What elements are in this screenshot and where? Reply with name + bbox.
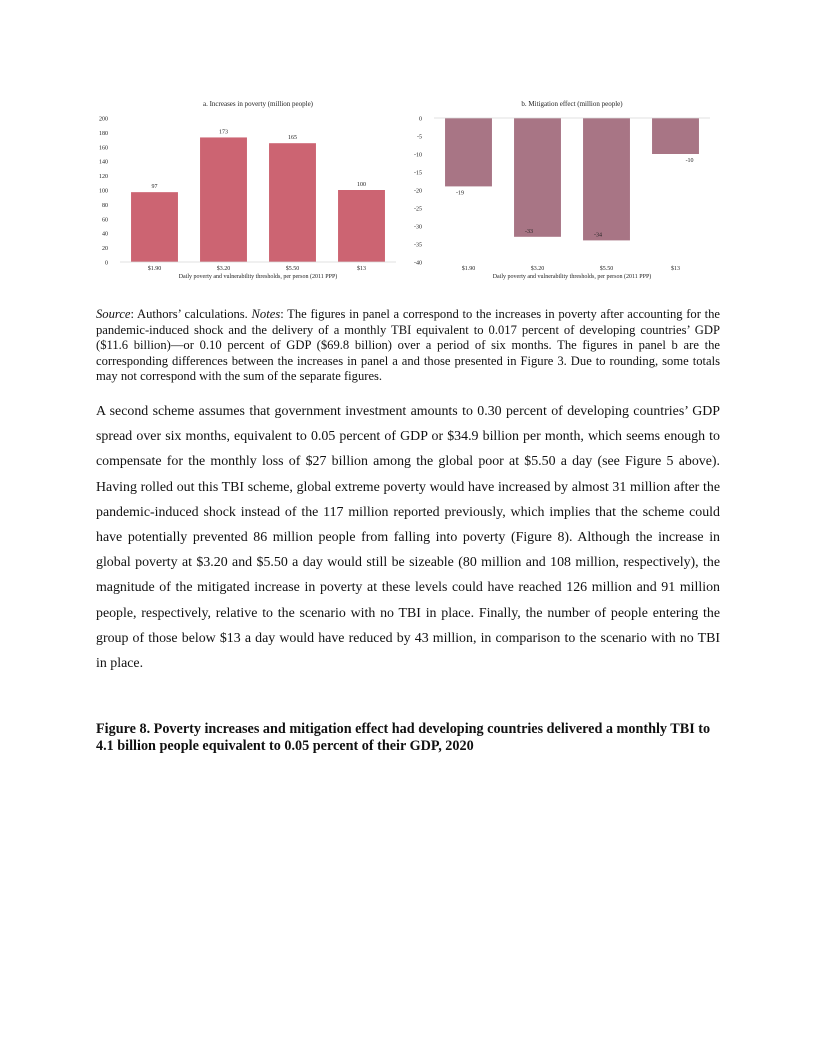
chart-b-title: b. Mitigation effect (million people) (521, 100, 623, 108)
chart-b-ytick-label: -40 (414, 260, 422, 267)
chart-a-category-label: $1.90 (147, 266, 162, 272)
figure-caption: Figure 8. Poverty increases and mitigation effect had developing countries delivered a monthly TBI to 4.1 billion people equivalent to 0.05 percent of their GDP, 2020 (96, 721, 711, 754)
chart-b-ytick-label: -5 (417, 134, 422, 141)
chart-a-ytick-label: 200 (99, 116, 108, 123)
chart-b-bar (445, 118, 492, 186)
chart-b-ytick-label: 0 (419, 116, 422, 123)
chart-a-ytick-label: 20 (102, 246, 108, 253)
chart-b-svg (400, 92, 720, 280)
figure-note (96, 307, 720, 385)
chart-b-bar (583, 118, 630, 240)
chart-a-data-label: 165 (288, 135, 297, 142)
chart-a-ytick-label: 160 (99, 145, 108, 152)
chart-a-ytick-label: 180 (99, 130, 108, 137)
chart-a-ytick-label: 60 (102, 217, 108, 224)
notes-label: Notes (251, 307, 281, 321)
chart-a-ytick-label: 80 (102, 202, 108, 209)
chart-a-ytick-label: 100 (99, 188, 108, 195)
chart-a-bar (269, 143, 316, 262)
chart-a-ytick-label: 40 (102, 231, 108, 238)
chart-b-ytick-label: -35 (414, 242, 422, 249)
chart-b-category-label: $13 (671, 266, 680, 272)
chart-b-category-label: $3.20 (530, 266, 545, 272)
source-text: : Authors’ calculations. (130, 307, 252, 321)
chart-b-data-label: -19 (456, 190, 465, 197)
chart-panel-b (400, 92, 720, 280)
chart-b-data-label: -34 (594, 232, 603, 239)
chart-a-xlabel: Daily poverty and vulnerability thresholds, per person (2011 PPP) (178, 274, 338, 280)
chart-b-data-label: -33 (525, 228, 534, 235)
chart-b-category-label: $1.90 (461, 266, 476, 272)
chart-a-bar (131, 192, 178, 262)
chart-a-bar (338, 190, 385, 262)
chart-a-title: a. Increases in poverty (million people) (202, 100, 314, 108)
chart-a-ytick-label: 140 (99, 159, 108, 166)
source-label: Source (96, 307, 131, 321)
chart-b-data-label: -10 (685, 158, 694, 164)
chart-a-category-label: $5.50 (285, 266, 300, 272)
chart-a-category-label: $13 (357, 266, 366, 272)
chart-panel-a (86, 92, 406, 280)
chart-b-ytick-label: -15 (414, 170, 422, 177)
chart-a-bar (200, 137, 247, 262)
chart-a-data-label: 173 (219, 129, 228, 136)
chart-b-xlabel: Daily poverty and vulnerability thresholds, per person (2011 PPP) (492, 274, 652, 280)
chart-b-bar (652, 118, 699, 154)
chart-a-svg (86, 92, 406, 280)
chart-a-ytick-label: 120 (99, 174, 108, 181)
chart-b-bar (514, 118, 561, 237)
chart-a-data-label: 97 (151, 184, 158, 191)
chart-a-category-label: $3.20 (216, 266, 231, 272)
body-paragraph: A second scheme assumes that government investment amounts to 0.30 percent of developing countries’ GDP spread over six months, equivalent to 0.05 percent of GDP or $34.9 billion per month, which seems enough to compensate for the monthly loss of $27 billion among the global poor at $5.50 a day (see Figure 5 above). Having rolled out this TBI scheme, global extreme poverty would have increased by almost 31 million after the pandemic-induced shock instead of the 117 million reported previously, which implies that the scheme could have potentially prevented 86 million people from falling into poverty (Figure 8). Although the increase in global poverty at $3.20 and $5.50 a day would still be sizeable (80 million and 108 million, respectively), the magnitude of the mitigated increase in poverty at these levels could have reached 126 million and 91 million people, respectively, relative to the scenario with no TBI in place. Finally, the number of people entering the group of those below $13 a day would have reduced by 43 million, in comparison to the scenario with no TBI in place. (96, 404, 720, 672)
chart-b-ytick-label: -25 (414, 206, 422, 213)
chart-b-ytick-label: -20 (414, 188, 422, 195)
chart-b-category-label: $5.50 (599, 266, 614, 272)
notes-text: : The figures in panel a correspond to the increases in poverty after accounting for the pandemic-induced shock and the delivery of a monthly TBI equivalent to 0.017 percent of developing countries’ GDP ($11.6 billion)—or 0.10 percent of GDP ($69.8 billion) over a period of six months. The figures in panel b are the corresponding differences between the increases in panel a and those presented in Figure 3. Due to rounding, some totals may not correspond with the sum of the separate figures. (96, 307, 720, 384)
chart-b-ytick-label: -10 (414, 152, 422, 159)
chart-a-ytick-label: 0 (105, 260, 108, 267)
chart-a-data-label: 100 (357, 182, 366, 188)
chart-b-ytick-label: -30 (414, 224, 422, 231)
